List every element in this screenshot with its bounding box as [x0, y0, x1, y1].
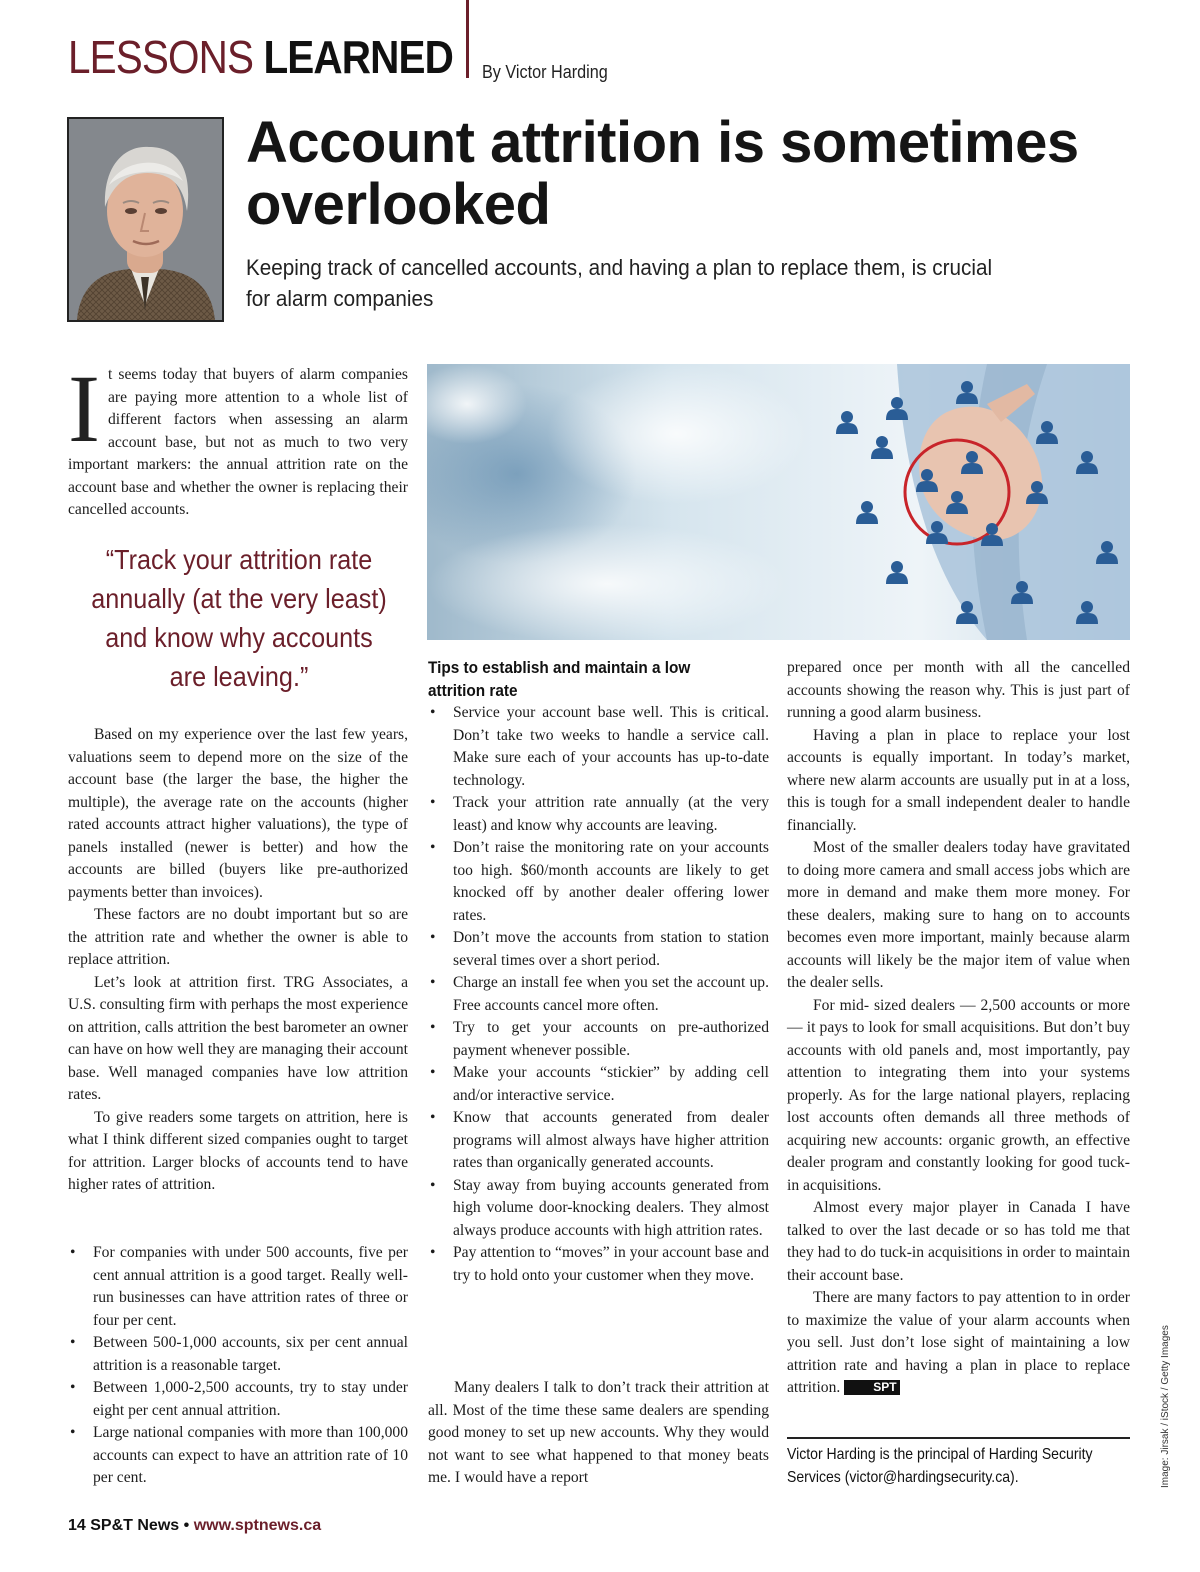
list-item: • Don’t move the accounts from station to station several times over a short period. — [428, 927, 769, 972]
page-footer — [68, 1517, 321, 1535]
list-item: • Charge an install fee when you set the account up. Free accounts cancel more often. — [428, 972, 769, 1017]
article-title: Account attrition is sometimes overlooked — [246, 110, 1079, 237]
closing-paragraph — [787, 1287, 1130, 1400]
list-item: • Pay attention to “moves” in your account base and try to hold onto your customer when they move. — [428, 1242, 769, 1287]
body-paragraph: These factors are no doubt important but so are the attrition rate and whether the owner is able to replace attrition. — [68, 906, 408, 968]
body-paragraph: Having a plan in place to replace your lost accounts is equally important. In today’s market, where new alarm accounts are usually put in at a loss, this is tough for a small independent dealer to handle financially. — [787, 726, 1130, 834]
article-subtitle: Keeping track of cancelled accounts, and having a plan to replace them, is crucial for alarm companies — [246, 255, 993, 311]
tips-list — [428, 702, 769, 1287]
body-paragraph: For mid- sized dealers — 2,500 accounts or more — it pays to look for small acquisitions. But don’t buy accounts with old panels and, most importantly, pay attention to integrating them into your systems properly. As for the large national players, replacing lost accounts often demands all three methods of acquiring new accounts: organic growth, an effective dealer program and constantly looking for good tuck-in acquisitions. — [787, 996, 1130, 1194]
body-paragraph: Many dealers I talk to don’t track their attrition at all. Most of the time these same dealers are spending good money to set up new accounts. Why they would not want to see what happened to that money beats me. I would have a report — [428, 1379, 769, 1486]
list-item: • Large national companies with more than 100,000 accounts can expect to have an attrition rate of 10 per cent. — [68, 1422, 408, 1490]
list-item: • Track your attrition rate annually (at the very least) and know why accounts are leaving. — [428, 792, 769, 837]
article-photo — [427, 364, 1130, 640]
author-bio: Victor Harding is the principal of Harding Security Services (victor@hardingsecurity.ca). — [787, 1446, 1093, 1486]
section-header — [68, 30, 453, 84]
tips-heading: Tips to establish and maintain a low attrition rate — [428, 659, 691, 700]
attrition-targets-list — [68, 1242, 408, 1490]
pull-quote: “Track your attrition rate annually (at the very least) and know why accounts are leaving.” — [91, 544, 387, 692]
list-item: • Service your account base well. This is critical. Don’t take two weeks to handle a service call. Make sure each of your accounts has up-to-date technology. — [428, 702, 769, 792]
column-1-body — [68, 724, 408, 1197]
intro-text: t seems today that buyers of alarm companies are paying more attention to a whole list of different factors when assessing an alarm account base, but not as much to two very important markers: the annual attrition rate on the account base and whether the owner is replacing their cancelled accounts. — [68, 366, 408, 518]
section-label-light: LESSONS — [68, 31, 254, 83]
byline: By Victor Harding — [482, 62, 608, 82]
list-item: • Between 1,000-2,500 accounts, try to stay under eight per cent annual attrition. — [68, 1377, 408, 1422]
body-paragraph: Based on my experience over the last few years, valuations seem to depend more on the size of the account base (the larger the base, the higher the multiple), the average rate on the accounts (higher rated accounts attract higher valuations), the type of panels installed (newer is better) and how the accounts are billed (buyers like pre-authorized payments better than invoices). — [68, 726, 408, 901]
body-paragraph: Almost every major player in Canada I have talked to over the last decade or so has told me that they had to do tuck-in acquisitions in order to maintain their account base. — [787, 1199, 1130, 1284]
publication-url[interactable]: www.sptnews.ca — [193, 1517, 322, 1534]
list-item: • Try to get your accounts on pre-authorized payment whenever possible. — [428, 1017, 769, 1062]
body-paragraph: prepared once per month with all the cancelled accounts showing the reason why. This is just part of running a good alarm business. — [787, 659, 1130, 721]
portrait-illustration — [69, 119, 222, 320]
list-item: • Make your accounts “stickier” by adding cell and/or interactive service. — [428, 1062, 769, 1107]
body-paragraph: Let’s look at attrition first. TRG Associates, a U.S. consulting firm with perhaps the most experience on attrition, calls attrition the best barometer an owner can have on how well they are managing their account base. Well managed companies have low attrition rates. — [68, 973, 408, 1103]
header-divider — [466, 0, 469, 78]
list-item: • For companies with under 500 accounts, five per cent annual attrition is a good target. Really well-run businesses can have attrition rates of three or four per cent. — [68, 1242, 408, 1332]
closing-text: There are many factors to pay attention to in order to maximize the value of your alarm accounts when you sell. Just don’t lose sight of maintaining a low attrition rate and having a plan in place to replace attrition. — [787, 1289, 1130, 1396]
network-people-illustration — [427, 364, 1130, 640]
section-label-bold: LEARNED — [263, 31, 453, 83]
body-paragraph: Most of the smaller dealers today have gravitated to doing more camera and small access jobs which are more in demand and make them more money. For these dealers, making sure to hang on to accounts becomes even more important, mainly because alarm accounts will likely be the major item of value when the dealer sells. — [787, 839, 1130, 991]
end-mark-icon: SPT — [844, 1380, 899, 1395]
publication-name: SP&T News — [90, 1517, 180, 1534]
column-3-body — [787, 657, 1130, 1400]
footer-separator: • — [183, 1517, 190, 1534]
body-paragraph: To give readers some targets on attrition, here is what I think different sized companies ought to target for attrition. Larger blocks of accounts tend to have higher rates of attrition. — [68, 1108, 408, 1193]
page-number: 14 — [68, 1517, 86, 1534]
image-credit: Image: Jirsak / iStock / Getty Images — [1160, 1325, 1171, 1488]
list-item: • Know that accounts generated from dealer programs will almost always have higher attrition rates than organically generated accounts. — [428, 1107, 769, 1175]
drop-cap: I — [68, 355, 100, 462]
author-portrait — [67, 117, 224, 322]
list-item: • Between 500-1,000 accounts, six per cent annual attrition is a reasonable target. — [68, 1332, 408, 1377]
bio-divider — [787, 1437, 1130, 1439]
list-item: • Don’t raise the monitoring rate on your accounts too high. $60/month accounts are likely to get knocked off by another dealer offering lower rates. — [428, 837, 769, 927]
column-2-body — [428, 1377, 769, 1490]
list-item: • Stay away from buying accounts generated from high volume door-knocking dealers. They almost always produce accounts with high attrition rates. — [428, 1175, 769, 1243]
intro-paragraph — [68, 355, 408, 522]
